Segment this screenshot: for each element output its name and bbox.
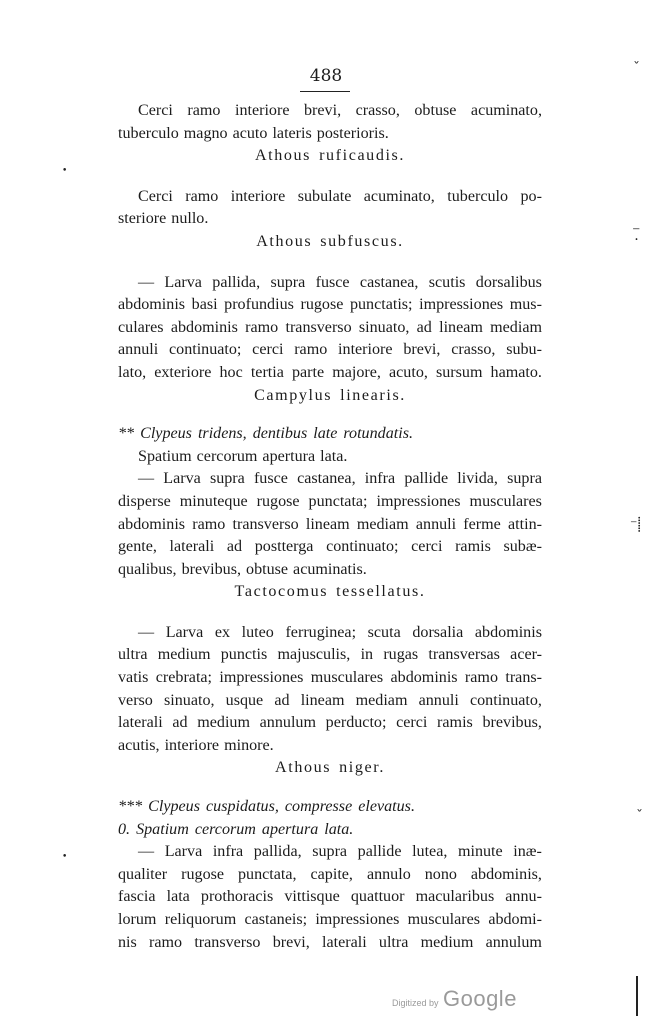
- species-heading: Athous ruficaudis.: [254, 147, 406, 165]
- text-line: culares abdominis ramo transverso sinuato, ad lineam mediam: [118, 318, 542, 336]
- text-line: lorum reliquorum castaneis; impressiones musculares abdomi-: [118, 911, 542, 928]
- text-line: Cerci ramo interiore subulate acuminato, tuberculo po-: [138, 187, 542, 205]
- watermark-prefix: Digitized by: [392, 998, 439, 1008]
- paragraph-gap: [118, 407, 542, 423]
- text-line: qualibus, brevibus, obtuse acuminatis.: [118, 560, 367, 578]
- page-number-rule: [300, 91, 350, 92]
- text-line: gente, laterali ad postterga continuato; cerci ramis subæ-: [118, 538, 542, 556]
- text-line: fascia lata prothoracis vittisque quattuor macularibus annu-: [118, 888, 542, 906]
- text-line: lato, exteriore hoc tertia parte majore, acuto, sursum hamato.: [118, 363, 542, 381]
- text-line: qualiter rugose punctata, capite, annulo nono abdominis,: [118, 865, 542, 883]
- scan-edge-line: [636, 976, 638, 1016]
- paragraph-gap: [118, 780, 542, 796]
- text-line: annuli continuato; cerci ramo interiore brevi, crasso, subu-: [118, 341, 542, 359]
- text-line: — Larva infra pallida, supra pallide lutea, minute inæ-: [138, 843, 542, 861]
- text-line: steriore nullo.: [118, 210, 209, 228]
- species-heading: Campylus linearis.: [254, 386, 406, 404]
- text-line: disperse minuteque rugose punctata; impressiones musculares: [118, 492, 542, 510]
- species-heading: Athous niger.: [275, 759, 385, 777]
- scan-edge-mark: ⁻⸽: [630, 517, 641, 533]
- page-number: 488: [309, 66, 343, 86]
- scan-edge-mark: ˇ: [633, 60, 640, 76]
- text-line: tuberculo magno acuto lateris posterioris.: [118, 124, 389, 142]
- key-heading: *** Clypeus cuspidatus, compresse elevatus.: [118, 798, 415, 816]
- text-line: — Larva ex luteo ferruginea; scuta dorsalia abdominis: [138, 623, 542, 641]
- text-line: Spatium cercorum apertura lata.: [138, 447, 348, 465]
- body-text: [118, 100, 542, 954]
- google-logo: Google: [442, 986, 517, 1011]
- digitized-watermark: [392, 986, 517, 1012]
- paragraph-gap: [118, 604, 542, 622]
- text-line: ultra medium punctis majusculis, in rugas transversas acer-: [118, 646, 542, 664]
- species-heading: Tactocomus tessellatus.: [234, 583, 426, 601]
- text-line: abdominis basi profundius rugose punctatis; impressiones mus-: [118, 296, 542, 314]
- text-line: verso sinuato, usque ad lineam mediam annuli continuato,: [118, 691, 542, 709]
- text-line: Cerci ramo interiore brevi, crasso, obtuse acuminato,: [138, 102, 542, 119]
- text-line: vatis crebrata; impressiones musculares abdominis ramo trans-: [118, 669, 542, 687]
- paragraph-gap: [118, 254, 542, 272]
- paragraph-gap: [118, 168, 542, 186]
- key-heading: 0. Spatium cercorum apertura lata.: [118, 820, 354, 838]
- scan-edge-mark: ⁻̣: [632, 222, 641, 241]
- text-line: laterali ad medium annulum perducto; cerci ramis brevibus,: [118, 714, 542, 732]
- scan-speck: •: [62, 166, 68, 176]
- species-heading: Athous subfuscus.: [256, 232, 404, 250]
- text-line: acutis, interiore minore.: [118, 736, 274, 754]
- key-heading: ** Clypeus tridens, dentibus late rotundatis.: [118, 425, 413, 443]
- text-line: abdominis ramo transverso lineam mediam annuli ferme attin-: [118, 515, 542, 533]
- text-line: — Larva pallida, supra fusce castanea, scutis dorsalibus: [138, 273, 542, 291]
- text-line: — Larva supra fusce castanea, infra pallide livida, supra: [138, 470, 542, 488]
- scan-edge-mark: ˇ: [636, 808, 643, 824]
- scan-speck: •: [62, 852, 68, 862]
- text-line: nis ramo transverso brevi, laterali ultra medium annulum: [118, 933, 542, 951]
